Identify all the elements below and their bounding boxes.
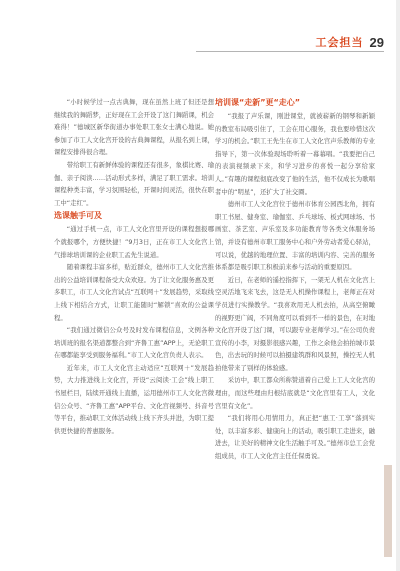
section-header-title: 工会担当 xyxy=(315,36,364,49)
paragraph: “通过手机一点，市工人文化宫里开设的课程想报哪个就报哪个，方便快捷！”9月3日，正在市工人文化宫上气排球培训课的企业职工孟先生说道。 xyxy=(54,225,214,259)
paragraph: 带给职工有新鲜体验的课程还有很多，象棋比赛、瑜伽、亲子阅读……活动形式多样，满足了职工需求。培训课程种类丰富，学习氛围轻松，开课时间灵活，很快在职工中“走红”。 xyxy=(54,160,214,207)
header-rule xyxy=(196,51,384,52)
left-column xyxy=(54,96,214,554)
paragraph: 采访中，职工都众所称赞道着自己爱上工人文化宫的理由，而这些理由归根结底就是“文化宫里有工人，文化宫里有文化”。 xyxy=(215,376,375,410)
section-heading-training-courses: 培训课“走新”更“走心” xyxy=(215,98,301,107)
paragraph: “我报了声乐课，刚进课堂，就被崭新的钢琴和新颖的教室布局吸引住了，工会在用心服务，我也要珍惜这次学习的机会。”职工王先生在市工人文化宫声乐教师的专业指导下，第一次体验现场聆听着一幕幕唱。“我要把自己的表演视频录下来，和学习进步的喜悦一起分享给家人。”有趣的课程彻底改变了他的生活，他不仅成长为歌唱者中的“明星”，还扩大了社交圈。 xyxy=(215,112,375,196)
paragraph: 近日，在老师的遥控指挥下，一架无人机在文化宫上空灵活地飞来飞去，这是无人机操作课程上，老师正在对学员进行实操教学。“我喜欢用无人机去拍，从高空俯瞰的视野更广阔，不同角度可以看到不一样的景色，在对地文化宫开设了这门课，可以跟专业老师学习。”在公司负责宣传的小李，对摄影很感兴趣，工作之余他会拍拍城市景色，出去玩的时候可以拍摄建筑群和风景照，操控无人机拍他带来了别样的体验感。 xyxy=(215,275,375,372)
page-number: 29 xyxy=(369,34,384,50)
section-heading-course-selection: 选课触手可及 xyxy=(54,211,102,221)
paragraph: 随着课程丰富多样，贴近群众，德州市工人文化宫推出的公益培训课程备受大众欢迎。为了让文化服务惠及更多职工，市工人文化宫试点“互联网＋”发展趋势，采取线上线下相结合方式，让职工能随时“解锁”喜欢的公益课程。 xyxy=(54,263,214,322)
paragraph: 德州市工人文化宫位于德州市体育公园西北角，拥有职工书屋、健身室、瑜伽室、乒乓球场、板式网球场、书画室、茶艺室、声乐室及多功能教育等各类文体服务场馆，并设有德州市职工服务中心和户外劳动者爱心驿站，可以说，优越的地理位置、丰富的培训内容、完善的服务体系都是吸引职工积极前来参与活动的重要原因。 xyxy=(215,200,375,272)
paragraph: 近年来，市工人文化宫主动适应“互联网＋”发展趋势，大力推进线上文化宫，开设“云阅读·工会”线上职工书屋栏目，陆续开通线上直播，运用德州市工人文化宫微信公众号、“齐鲁工惠”APP平台、文化宫视频号、抖音号等平台，推动职工文体活动线上线下齐头并进，为职工提供更快捷的普惠服务。 xyxy=(54,363,214,435)
page-edge xyxy=(396,0,400,571)
decorative-accent-bar xyxy=(384,465,392,557)
paragraph: “我们将用心用情用力，真正把“惠工·工享”落到实处，以丰富多彩、健康向上的活动，吸引职工走进来，融进去，让美好的精神文化生活触手可及。”德州市总工会党组成员，市工人文化宫主任任保勇说。 xyxy=(215,414,375,461)
paragraph: “小时候学过一点古典舞，现在虽然上班了但还是想继续我的舞蹈梦，正好现在工会开设了这门舞蹈课，机会难得！”德城区新华街道办事处职工张女士满心地说。她参加了市工人文化宫开设的古典舞课程，从报名到上课，课程安排得很合理。 xyxy=(54,98,214,157)
right-column xyxy=(215,96,375,476)
paragraph: “我们通过微信公众号及时发布课程信息，文例各种培训班的报名渠道都整合到“齐鲁工惠”APP上，无论职工在哪都能享受到服务福利。”市工人文化宫负责人表示。 xyxy=(54,326,214,360)
page-header xyxy=(316,34,384,50)
